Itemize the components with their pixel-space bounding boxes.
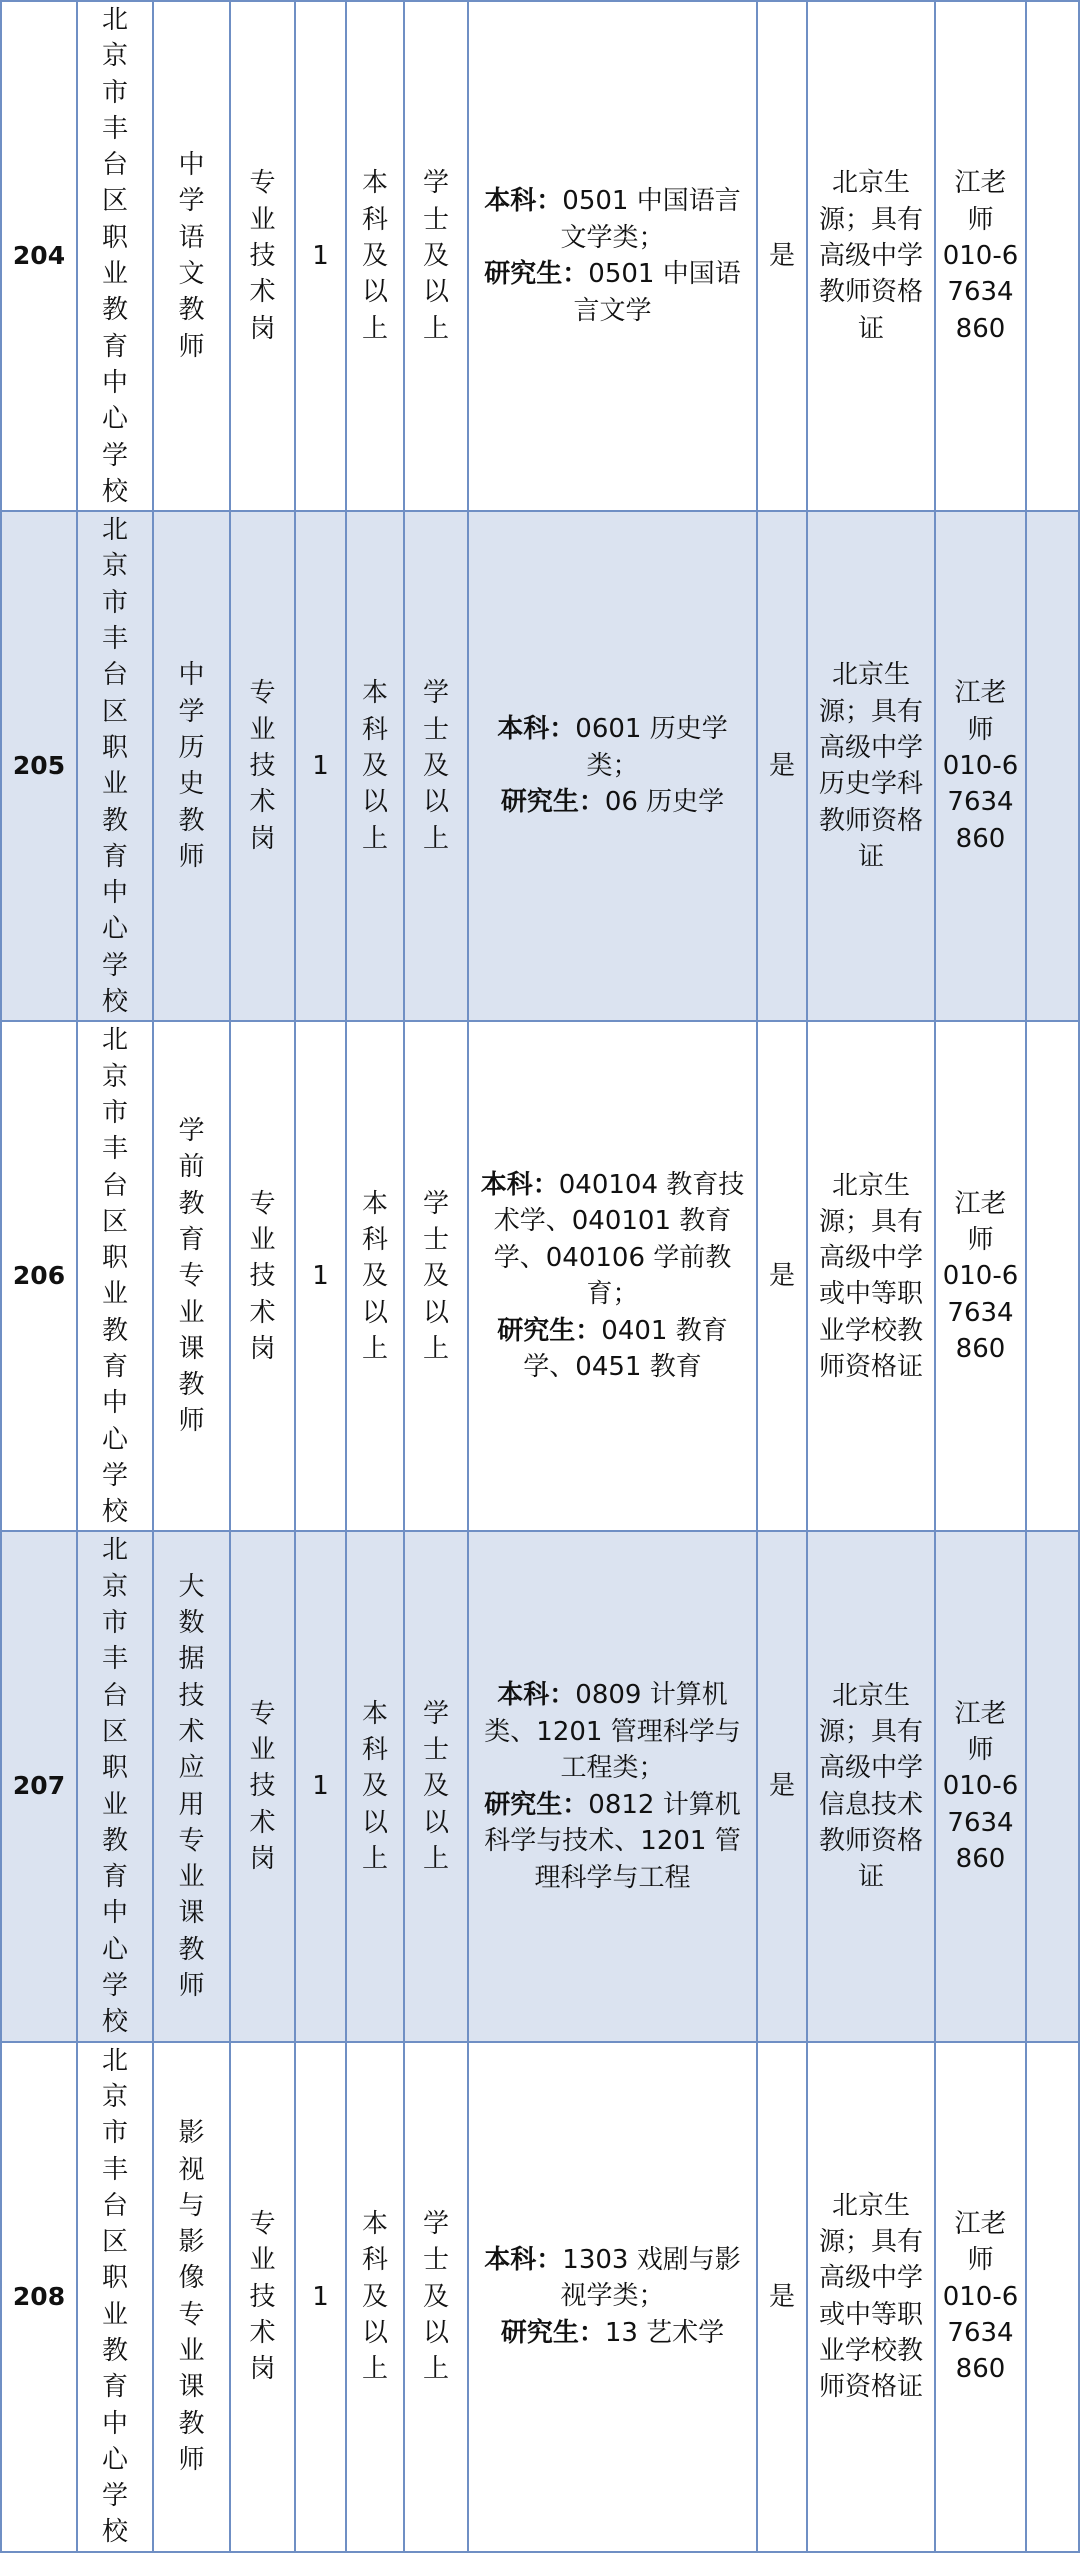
cell-text: 本科及以上 (361, 2208, 388, 2385)
other-requirements (807, 1021, 935, 1531)
cell-text: 北京市丰台区职业教育中心学校 (101, 1535, 128, 2038)
major-undergrad-text: 0601 历史学类； (575, 714, 728, 781)
major-undergrad-label: 本科： (480, 1169, 559, 1200)
extra-cell (1026, 2042, 1079, 2552)
hiring-count: 1 (295, 1, 346, 511)
cell-text: 北京生源；具有高级中学或中等职业学校教师资格证 (818, 1170, 923, 1382)
education-requirement (346, 511, 404, 1021)
major-graduate (477, 1313, 748, 1386)
post-name (153, 1021, 230, 1531)
major-undergrad-label: 本科： (497, 1680, 576, 1711)
hiring-unit (77, 2042, 153, 2552)
contact-name: 江老师 (954, 168, 1007, 235)
cell-text: 学士及以上 (422, 678, 449, 854)
contact-phone: 010-67634860 (942, 240, 1019, 344)
extra-cell (1026, 511, 1079, 1021)
post-name (153, 511, 230, 1021)
hiring-count: 1 (295, 2042, 346, 2552)
cell-text: 专业技术岗 (249, 678, 276, 854)
education-requirement (346, 1531, 404, 2041)
major-graduate-label: 研究生： (484, 259, 589, 290)
major-undergrad (477, 1677, 748, 1787)
hiring-unit (77, 1531, 153, 2041)
post-category (230, 2042, 295, 2552)
cell-text: 北京市丰台区职业教育中心学校 (101, 515, 128, 1018)
major-undergrad (477, 711, 748, 784)
major-undergrad-label: 本科： (497, 714, 576, 745)
table-row (1, 1021, 1079, 1531)
major-graduate (477, 256, 748, 329)
degree-requirement (404, 511, 468, 1021)
education-requirement (346, 1, 404, 511)
other-requirements (807, 2042, 935, 2552)
post-category (230, 1, 295, 511)
other-requirements (807, 511, 935, 1021)
position-code: 207 (1, 1531, 77, 2041)
major-graduate-text: 0501 中国语言文学 (573, 259, 741, 326)
cell-text: 学士及以上 (422, 1188, 449, 1364)
major-graduate (477, 1787, 748, 1897)
major-undergrad (477, 2242, 748, 2315)
post-name (153, 1, 230, 511)
education-requirement (346, 2042, 404, 2552)
contact-info (935, 1021, 1026, 1531)
major-graduate-text: 13 艺术学 (604, 2317, 725, 2348)
major-graduate-label: 研究生： (497, 1315, 602, 1346)
hiring-count: 1 (295, 1021, 346, 1531)
major-requirement (468, 511, 757, 1021)
cell-text: 专业技术岗 (249, 2208, 276, 2385)
contact-info (935, 511, 1026, 1021)
contact-phone: 010-67634860 (942, 751, 1019, 854)
major-undergrad-text: 1303 戏剧与影视学类； (560, 2244, 741, 2312)
cell-text: 中学历史教师 (178, 660, 205, 872)
contact-name: 江老师 (954, 1698, 1007, 1766)
contact-name: 江老师 (954, 2208, 1007, 2276)
position-code: 204 (1, 1, 77, 511)
degree-requirement (404, 1, 468, 511)
cell-text: 北京市丰台区职业教育中心学校 (101, 2045, 128, 2548)
cell-text: 本科及以上 (361, 1698, 388, 1874)
cell-text: 专业技术岗 (249, 1698, 276, 1874)
cell-text: 本科及以上 (361, 678, 388, 854)
hiring-unit (77, 1, 153, 511)
cell-text: 本科及以上 (361, 168, 388, 344)
table-row (1, 511, 1079, 1021)
cell-text: 专业技术岗 (249, 168, 276, 344)
cell-text: 大数据技术应用专业课教师 (178, 1571, 205, 2002)
post-name (153, 2042, 230, 2552)
flag-cell: 是 (757, 1, 807, 511)
position-code: 205 (1, 511, 77, 1021)
contact-name: 江老师 (954, 678, 1007, 745)
flag-cell: 是 (757, 511, 807, 1021)
table-row (1, 1, 1079, 511)
table-row (1, 2042, 1079, 2552)
cell-text: 学前教育专业课教师 (178, 1116, 205, 1437)
major-graduate-text: 06 历史学 (604, 787, 725, 818)
post-category (230, 1531, 295, 2041)
contact-phone: 010-67634860 (942, 1261, 1019, 1364)
major-requirement (468, 1, 757, 511)
cell-text: 学士及以上 (422, 168, 449, 344)
contact-name: 江老师 (954, 1188, 1007, 1255)
hiring-count: 1 (295, 511, 346, 1021)
extra-cell (1026, 1531, 1079, 2041)
cell-text: 北京生源；具有高级中学信息技术教师资格证 (818, 1680, 923, 1893)
education-requirement (346, 1021, 404, 1531)
major-graduate-text: 0812 计算机科学与技术、1201 管理科学与工程 (484, 1789, 741, 1893)
flag-cell: 是 (757, 1021, 807, 1531)
cell-text: 影视与影像专业课教师 (178, 2118, 205, 2475)
extra-cell (1026, 1, 1079, 511)
cell-text: 学士及以上 (422, 1698, 449, 1874)
post-name (153, 1531, 230, 2041)
contact-info (935, 1531, 1026, 2041)
degree-requirement (404, 1021, 468, 1531)
cell-text: 北京生源；具有高级中学教师资格证 (818, 168, 923, 344)
contact-info (935, 2042, 1026, 2552)
other-requirements (807, 1531, 935, 2041)
major-graduate-text: 0401 教育学、0451 教育 (523, 1315, 728, 1383)
hiring-unit (77, 1021, 153, 1531)
cell-text: 北京市丰台区职业教育中心学校 (101, 5, 128, 507)
cell-text: 北京生源；具有高级中学或中等职业学校教师资格证 (818, 2190, 923, 2403)
flag-cell: 是 (757, 2042, 807, 2552)
other-requirements (807, 1, 935, 511)
flag-cell: 是 (757, 1531, 807, 2041)
contact-phone: 010-67634860 (942, 1771, 1019, 1874)
contact-info (935, 1, 1026, 511)
major-graduate-label: 研究生： (500, 2317, 605, 2348)
post-category (230, 511, 295, 1021)
major-undergrad-text: 040104 教育技术学、040101 教育学、040106 学前教育； (493, 1169, 745, 1310)
major-undergrad-text: 0501 中国语言文学类； (560, 186, 741, 253)
cell-text: 北京生源；具有高级中学历史学科教师资格证 (818, 660, 923, 872)
position-code: 206 (1, 1021, 77, 1531)
major-requirement (468, 1021, 757, 1531)
post-category (230, 1021, 295, 1531)
major-undergrad-label: 本科： (484, 186, 563, 217)
extra-cell (1026, 1021, 1079, 1531)
cell-text: 中学语文教师 (178, 150, 205, 362)
contact-phone: 010-67634860 (942, 2281, 1019, 2385)
major-graduate (477, 784, 748, 821)
table-row (1, 1531, 1079, 2041)
major-graduate (477, 2315, 748, 2352)
cell-text: 学士及以上 (422, 2208, 449, 2385)
cell-text: 本科及以上 (361, 1188, 388, 1364)
table-body (1, 1, 1079, 2552)
major-graduate-label: 研究生： (484, 1789, 589, 1820)
degree-requirement (404, 2042, 468, 2552)
cell-text: 北京市丰台区职业教育中心学校 (101, 1025, 128, 1528)
cell-text: 专业技术岗 (249, 1188, 276, 1364)
major-undergrad-text: 0809 计算机类、1201 管理科学与工程类； (484, 1680, 741, 1784)
position-code: 208 (1, 2042, 77, 2552)
hiring-unit (77, 511, 153, 1021)
major-undergrad-label: 本科： (484, 2244, 563, 2275)
major-requirement (468, 1531, 757, 2041)
major-requirement (468, 2042, 757, 2552)
degree-requirement (404, 1531, 468, 2041)
hiring-count: 1 (295, 1531, 346, 2041)
major-undergrad (477, 1167, 748, 1313)
major-undergrad (477, 183, 748, 256)
major-graduate-label: 研究生： (500, 787, 605, 818)
